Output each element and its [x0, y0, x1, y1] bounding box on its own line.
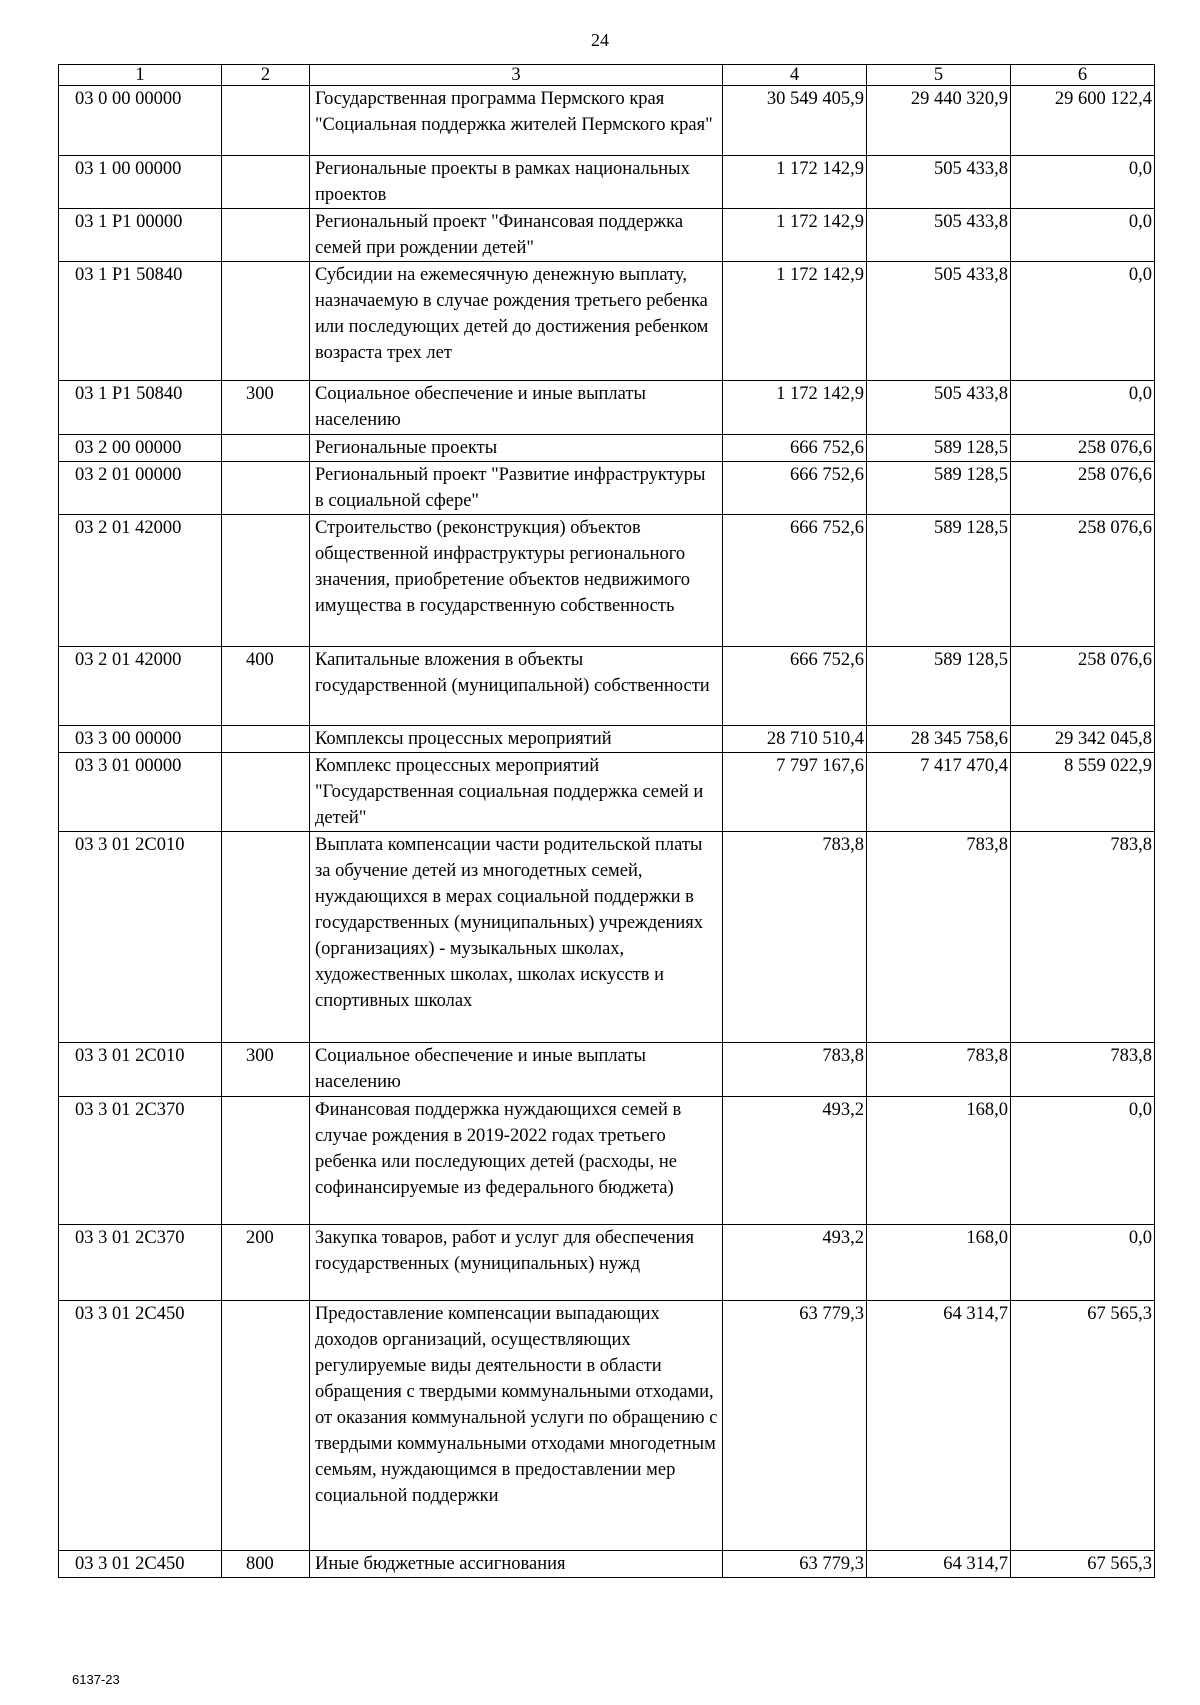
- row-expense-type: 300: [222, 381, 310, 435]
- row-name: Субсидии на ежемесячную денежную выплату, назначаемую в случае рождения третьего ребенка или последующих детей до достижения ребенком возраста трех лет: [310, 262, 723, 381]
- row-expense-type: [222, 753, 310, 832]
- row-amount-year3: 783,8: [1011, 1043, 1155, 1097]
- row-amount-year1: 1 172 142,9: [723, 156, 867, 209]
- row-name: Закупка товаров, работ и услуг для обеспечения государственных (муниципальных) нужд: [310, 1225, 723, 1301]
- row-expense-type: [222, 1301, 310, 1551]
- row-amount-year1: 1 172 142,9: [723, 381, 867, 435]
- row-amount-year2: 589 128,5: [867, 515, 1011, 647]
- row-code: 03 1 P1 50840: [59, 262, 222, 381]
- row-code: 03 3 01 2C450: [59, 1301, 222, 1551]
- row-amount-year1: 63 779,3: [723, 1551, 867, 1578]
- row-amount-year2: 29 440 320,9: [867, 86, 1011, 156]
- row-amount-year1: 783,8: [723, 1043, 867, 1097]
- row-code: 03 3 00 00000: [59, 726, 222, 753]
- row-expense-type: [222, 462, 310, 515]
- header-cell: 4: [723, 65, 867, 86]
- row-code: 03 2 01 42000: [59, 515, 222, 647]
- table-row: [59, 1043, 1155, 1097]
- row-amount-year2: 783,8: [867, 832, 1011, 1043]
- header-row: [59, 65, 1155, 86]
- table-row: [59, 462, 1155, 515]
- budget-table: [58, 64, 1155, 1578]
- row-expense-type: [222, 435, 310, 462]
- row-amount-year2: 505 433,8: [867, 381, 1011, 435]
- row-amount-year3: 258 076,6: [1011, 647, 1155, 726]
- row-amount-year2: 589 128,5: [867, 462, 1011, 515]
- table-row: [59, 262, 1155, 381]
- table-row: [59, 726, 1155, 753]
- row-amount-year3: 29 342 045,8: [1011, 726, 1155, 753]
- row-amount-year2: 64 314,7: [867, 1551, 1011, 1578]
- row-amount-year1: 666 752,6: [723, 435, 867, 462]
- row-amount-year1: 1 172 142,9: [723, 209, 867, 262]
- row-amount-year2: 168,0: [867, 1225, 1011, 1301]
- row-amount-year3: 0,0: [1011, 262, 1155, 381]
- row-expense-type: [222, 726, 310, 753]
- row-amount-year1: 7 797 167,6: [723, 753, 867, 832]
- row-amount-year3: 67 565,3: [1011, 1301, 1155, 1551]
- table-row: [59, 515, 1155, 647]
- table-body: [59, 86, 1155, 1578]
- row-amount-year1: 493,2: [723, 1225, 867, 1301]
- table-row: [59, 435, 1155, 462]
- row-amount-year3: 258 076,6: [1011, 515, 1155, 647]
- row-amount-year2: 783,8: [867, 1043, 1011, 1097]
- row-code: 03 1 00 00000: [59, 156, 222, 209]
- row-amount-year3: 0,0: [1011, 209, 1155, 262]
- row-amount-year3: 67 565,3: [1011, 1551, 1155, 1578]
- document-code: 6137-23: [72, 1672, 120, 1687]
- table-row: [59, 1225, 1155, 1301]
- header-cell: 3: [310, 65, 723, 86]
- row-expense-type: 800: [222, 1551, 310, 1578]
- row-expense-type: 300: [222, 1043, 310, 1097]
- row-amount-year3: 783,8: [1011, 832, 1155, 1043]
- row-expense-type: [222, 1097, 310, 1225]
- row-code: 03 2 00 00000: [59, 435, 222, 462]
- row-amount-year2: 589 128,5: [867, 647, 1011, 726]
- row-amount-year2: 64 314,7: [867, 1301, 1011, 1551]
- row-amount-year1: 666 752,6: [723, 515, 867, 647]
- row-name: Региональные проекты: [310, 435, 723, 462]
- row-amount-year3: 0,0: [1011, 156, 1155, 209]
- row-name: Социальное обеспечение и иные выплаты населению: [310, 1043, 723, 1097]
- row-expense-type: [222, 86, 310, 156]
- row-name: Финансовая поддержка нуждающихся семей в случае рождения в 2019-2022 годах третьего ребенка или последующих детей (расходы, не софинансируемые из федерального бюджета): [310, 1097, 723, 1225]
- row-name: Предоставление компенсации выпадающих доходов организаций, осуществляющих регулируемые виды деятельности в области обращения с твердыми коммунальными отходами, от оказания коммунальной услуги по обращению с твердыми коммунальными отходами многодетным семьям, нуждающимся в предоставлении мер социальной поддержки: [310, 1301, 723, 1551]
- row-name: Иные бюджетные ассигнования: [310, 1551, 723, 1578]
- row-expense-type: 200: [222, 1225, 310, 1301]
- row-amount-year3: 258 076,6: [1011, 462, 1155, 515]
- row-name: Строительство (реконструкция) объектов общественной инфраструктуры регионального значения, приобретение объектов недвижимого имущества в государственную собственность: [310, 515, 723, 647]
- header-cell: 5: [867, 65, 1011, 86]
- row-code: 03 3 01 2C010: [59, 1043, 222, 1097]
- row-code: 03 1 P1 00000: [59, 209, 222, 262]
- row-code: 03 0 00 00000: [59, 86, 222, 156]
- row-amount-year3: 0,0: [1011, 381, 1155, 435]
- row-name: Государственная программа Пермского края "Социальная поддержка жителей Пермского края": [310, 86, 723, 156]
- row-amount-year1: 63 779,3: [723, 1301, 867, 1551]
- row-expense-type: [222, 515, 310, 647]
- row-amount-year2: 505 433,8: [867, 209, 1011, 262]
- row-name: Капитальные вложения в объекты государственной (муниципальной) собственности: [310, 647, 723, 726]
- row-name: Социальное обеспечение и иные выплаты населению: [310, 381, 723, 435]
- row-amount-year2: 28 345 758,6: [867, 726, 1011, 753]
- row-amount-year1: 30 549 405,9: [723, 86, 867, 156]
- row-name: Комплексы процессных мероприятий: [310, 726, 723, 753]
- row-amount-year1: 493,2: [723, 1097, 867, 1225]
- table-row: [59, 86, 1155, 156]
- row-amount-year2: 505 433,8: [867, 262, 1011, 381]
- row-amount-year3: 8 559 022,9: [1011, 753, 1155, 832]
- row-amount-year1: 666 752,6: [723, 647, 867, 726]
- row-amount-year3: 258 076,6: [1011, 435, 1155, 462]
- row-name: Региональные проекты в рамках национальных проектов: [310, 156, 723, 209]
- row-amount-year2: 505 433,8: [867, 156, 1011, 209]
- row-expense-type: [222, 156, 310, 209]
- row-code: 03 2 01 42000: [59, 647, 222, 726]
- row-code: 03 3 01 2C370: [59, 1225, 222, 1301]
- header-cell: 1: [59, 65, 222, 86]
- row-amount-year1: 783,8: [723, 832, 867, 1043]
- page-number: 24: [591, 30, 609, 50]
- row-amount-year3: 0,0: [1011, 1225, 1155, 1301]
- row-amount-year2: 589 128,5: [867, 435, 1011, 462]
- row-expense-type: [222, 832, 310, 1043]
- row-code: 03 3 01 2C010: [59, 832, 222, 1043]
- table-row: [59, 209, 1155, 262]
- row-amount-year2: 168,0: [867, 1097, 1011, 1225]
- row-amount-year2: 7 417 470,4: [867, 753, 1011, 832]
- row-name: Выплата компенсации части родительской платы за обучение детей из многодетных семей, нуждающихся в мерах социальной поддержки в государственных (муниципальных) учреждениях (организациях) - музыкальных школах, художественных школах, школах искусств и спортивных школах: [310, 832, 723, 1043]
- row-name: Комплекс процессных мероприятий "Государственная социальная поддержка семей и детей": [310, 753, 723, 832]
- row-name: Региональный проект "Финансовая поддержка семей при рождении детей": [310, 209, 723, 262]
- row-code: 03 3 01 00000: [59, 753, 222, 832]
- row-amount-year1: 666 752,6: [723, 462, 867, 515]
- row-expense-type: [222, 262, 310, 381]
- row-amount-year3: 29 600 122,4: [1011, 86, 1155, 156]
- row-expense-type: 400: [222, 647, 310, 726]
- table-row: [59, 1301, 1155, 1551]
- row-amount-year3: 0,0: [1011, 1097, 1155, 1225]
- row-amount-year1: 1 172 142,9: [723, 262, 867, 381]
- row-code: 03 3 01 2C370: [59, 1097, 222, 1225]
- table-row: [59, 832, 1155, 1043]
- row-code: 03 2 01 00000: [59, 462, 222, 515]
- row-code: 03 3 01 2C450: [59, 1551, 222, 1578]
- table-row: [59, 1551, 1155, 1578]
- table-row: [59, 156, 1155, 209]
- row-amount-year1: 28 710 510,4: [723, 726, 867, 753]
- row-code: 03 1 P1 50840: [59, 381, 222, 435]
- header-cell: 2: [222, 65, 310, 86]
- row-name: Региональный проект "Развитие инфраструктуры в социальной сфере": [310, 462, 723, 515]
- table-row: [59, 753, 1155, 832]
- row-expense-type: [222, 209, 310, 262]
- table-row: [59, 1097, 1155, 1225]
- header-cell: 6: [1011, 65, 1155, 86]
- table-row: [59, 381, 1155, 435]
- table-row: [59, 647, 1155, 726]
